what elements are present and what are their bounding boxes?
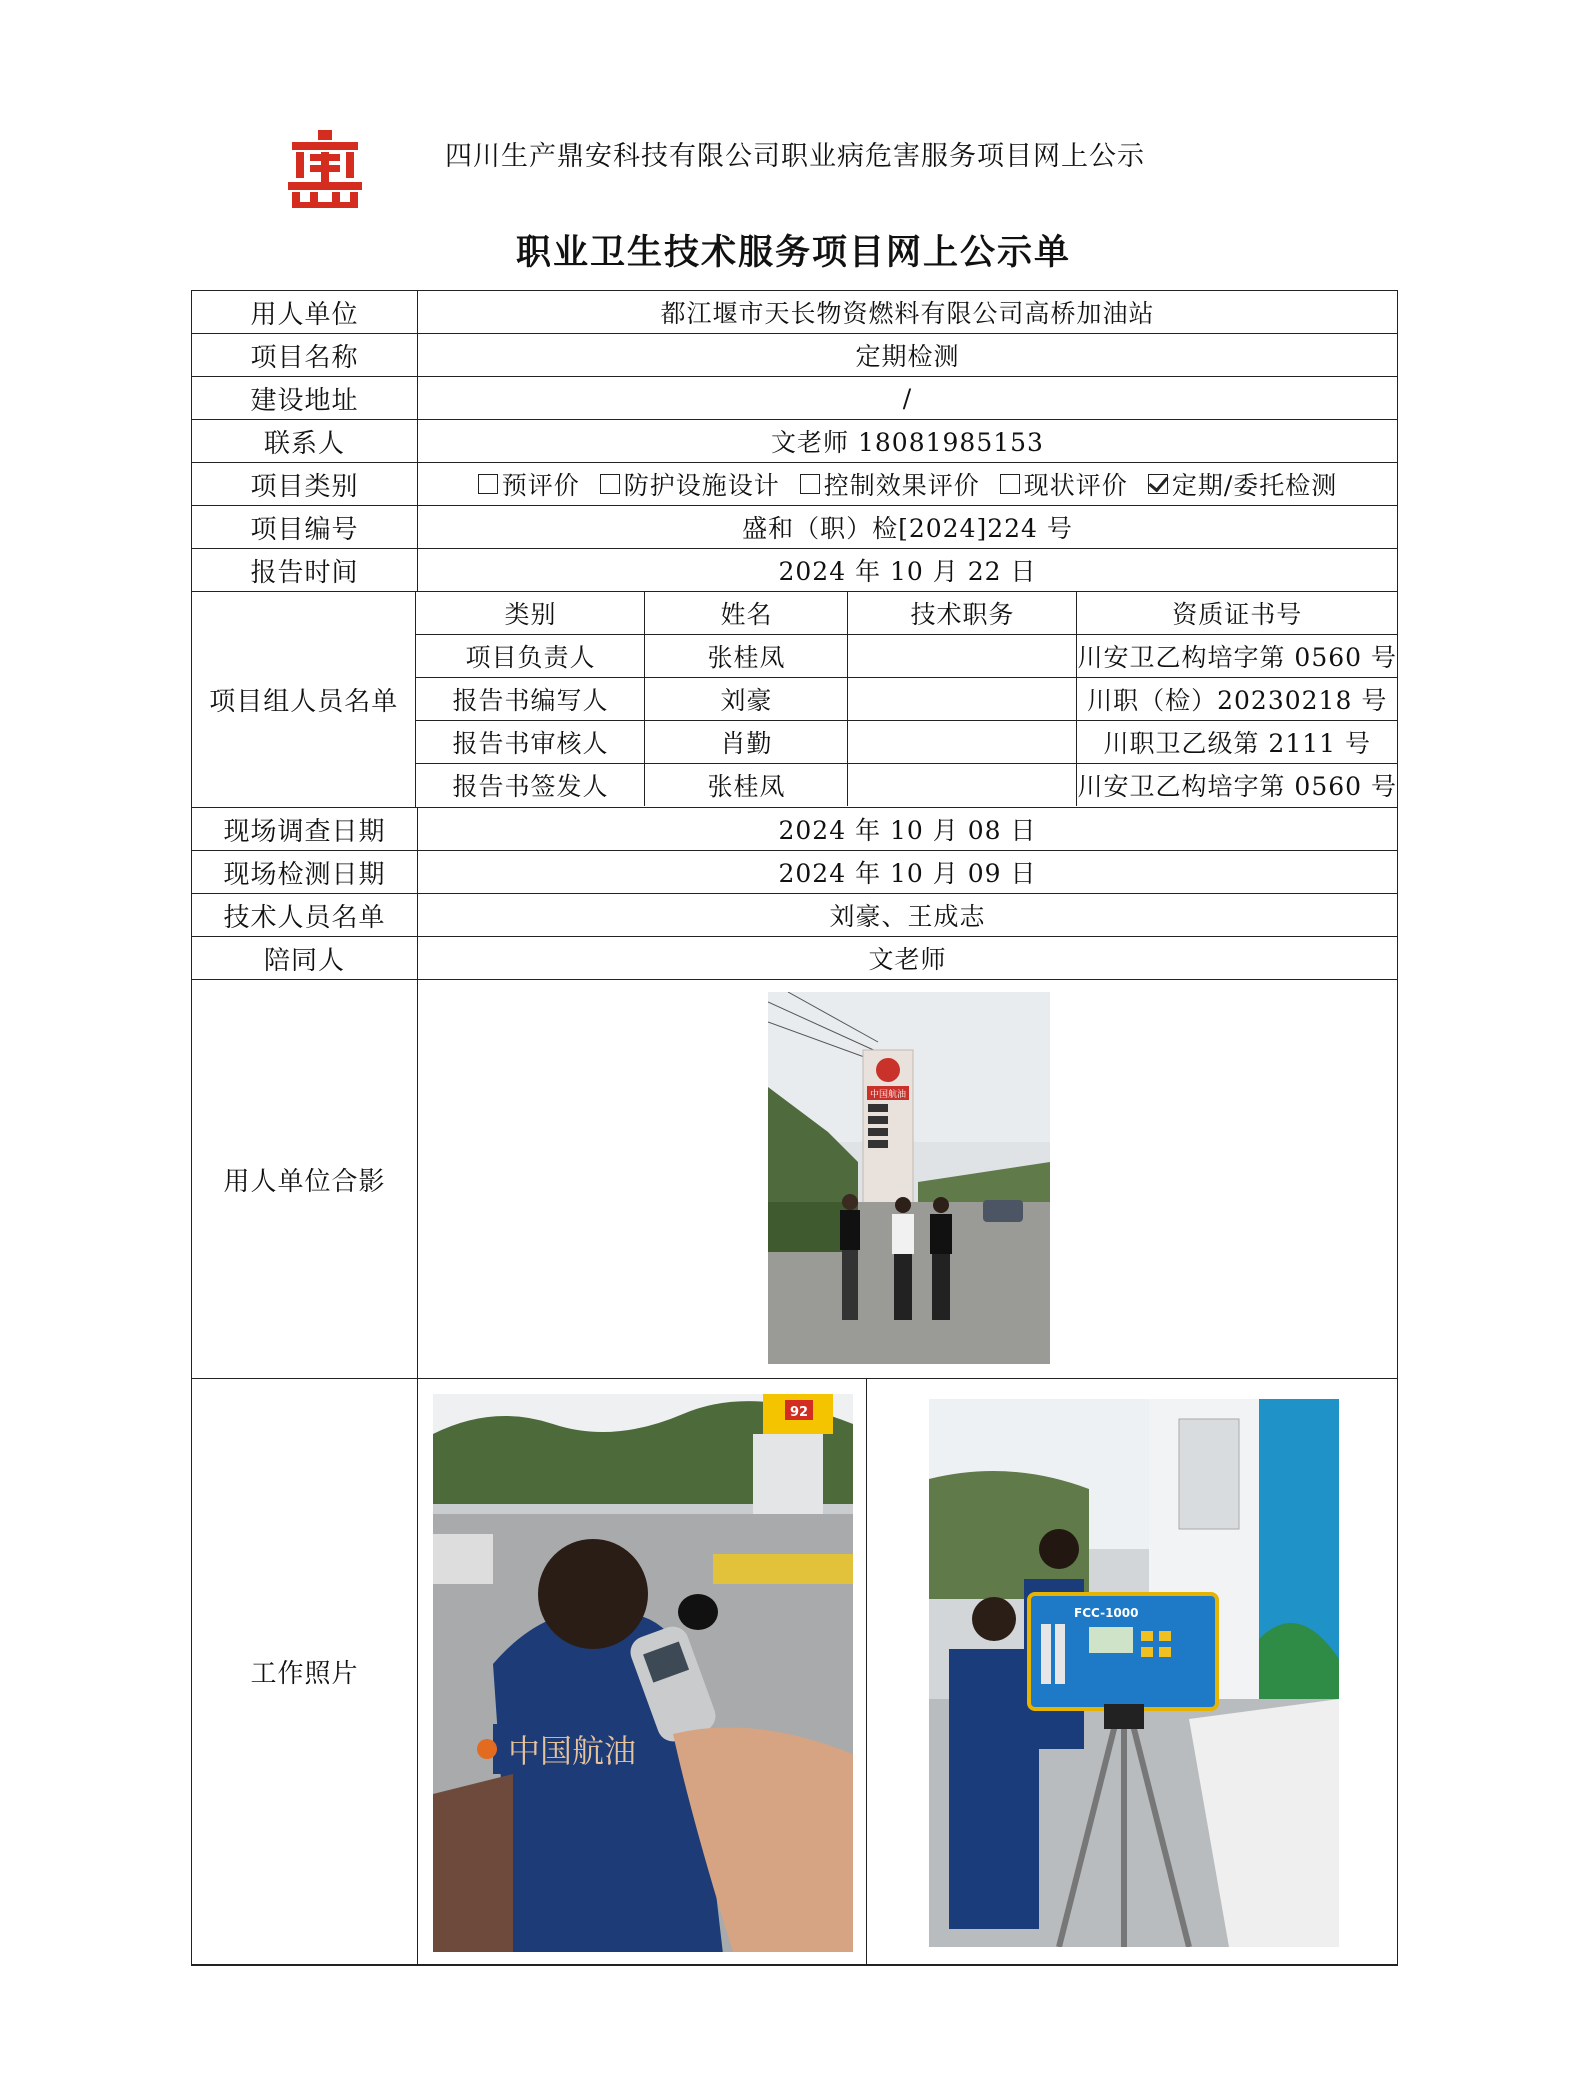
technicians-row	[192, 894, 1397, 937]
project-no-value: 盛和（职）检[2024]224 号	[742, 514, 1073, 543]
table-row	[416, 678, 1397, 721]
checkbox-icon	[800, 474, 820, 494]
address-label: 建设地址	[192, 377, 418, 419]
category-option-periodic-test[interactable]	[1148, 466, 1337, 502]
survey-date-row	[192, 808, 1397, 851]
category-options	[418, 463, 1397, 505]
category-option-protection-design[interactable]	[600, 466, 780, 502]
option-label: 定期/委托检测	[1171, 471, 1338, 500]
technicians-value: 刘豪、王成志	[829, 902, 986, 931]
project-no-label: 项目编号	[192, 506, 418, 548]
team-cert: 川安卫乙构培字第 0560 号	[1077, 643, 1397, 672]
work-photo-cell	[418, 1379, 1397, 1964]
team-role: 项目负责人	[416, 635, 645, 677]
project-no-row	[192, 506, 1397, 549]
team-header: 类别	[416, 592, 645, 634]
table-row	[416, 721, 1397, 764]
report-time-label: 报告时间	[192, 549, 418, 591]
work-photo-label: 工作照片	[192, 1379, 418, 1964]
group-photo-cell	[418, 980, 1397, 1378]
team-cert: 川职（检）20230218 号	[1087, 686, 1388, 715]
table-row	[416, 635, 1397, 678]
team-name: 刘豪	[645, 678, 848, 720]
team-role: 报告书审核人	[416, 721, 645, 763]
group-photo-label: 用人单位合影	[192, 980, 418, 1378]
test-date-label: 现场检测日期	[192, 851, 418, 893]
project-name-row	[192, 334, 1397, 377]
address-value: /	[902, 383, 913, 413]
work-photo-right-cell	[867, 1379, 1397, 1964]
work-photo-left-cell	[418, 1379, 867, 1964]
work-photo-2-device-text: FCC-1000	[1074, 1606, 1139, 1620]
category-option-pre-eval[interactable]	[478, 466, 580, 502]
team-header: 姓名	[645, 592, 848, 634]
survey-date-label: 现场调查日期	[192, 808, 418, 850]
report-time-row	[192, 549, 1397, 592]
team-title	[848, 721, 1077, 763]
technicians-label: 技术人员名单	[192, 894, 418, 936]
employer-value: 都江堰市天长物资燃料有限公司高桥加油站	[660, 299, 1155, 328]
team-role: 报告书编写人	[416, 678, 645, 720]
team-name: 张桂凤	[645, 635, 848, 677]
group-photo-sign-text: 中国航油	[869, 1090, 907, 1100]
team-table	[416, 592, 1397, 807]
category-option-status-eval[interactable]	[1000, 466, 1128, 502]
option-label: 现状评价	[1023, 471, 1128, 500]
employer-row	[192, 291, 1397, 334]
contact-label: 联系人	[192, 420, 418, 462]
team-name: 肖勤	[645, 721, 848, 763]
escort-label: 陪同人	[192, 937, 418, 979]
team-cert: 川安卫乙构培字第 0560 号	[1077, 772, 1397, 801]
project-name-value: 定期检测	[855, 342, 960, 371]
document-title: 职业卫生技术服务项目网上公示单	[515, 233, 1071, 273]
group-photo-row	[192, 980, 1397, 1379]
option-label: 预评价	[501, 471, 580, 500]
checkbox-icon	[600, 474, 620, 494]
checkbox-checked-icon	[1148, 474, 1168, 494]
option-label: 控制效果评价	[823, 471, 980, 500]
team-title	[848, 764, 1077, 806]
report-time-value: 2024 年 10 月 22 日	[778, 557, 1037, 586]
work-photo-air-sampler	[929, 1399, 1339, 1947]
company-line: 四川生产鼎安科技有限公司职业病危害服务项目网上公示	[445, 141, 1145, 172]
survey-date-value: 2024 年 10 月 08 日	[778, 816, 1037, 845]
employer-label: 用人单位	[192, 291, 418, 333]
work-photo-1-uniform-text: 中国航油	[508, 1732, 637, 1770]
team-title	[848, 678, 1077, 720]
category-row	[192, 463, 1397, 506]
work-photo-row	[192, 1379, 1397, 1965]
sheng-seal-logo-icon	[288, 130, 362, 208]
work-photo-1-pump-text: 92	[789, 1405, 809, 1420]
team-label: 项目组人员名单	[192, 592, 416, 807]
test-date-value: 2024 年 10 月 09 日	[778, 859, 1037, 888]
checkbox-icon	[1000, 474, 1020, 494]
contact-row	[192, 420, 1397, 463]
table-row	[416, 764, 1397, 806]
project-name-label: 项目名称	[192, 334, 418, 376]
contact-value: 文老师 18081985153	[771, 428, 1044, 457]
test-date-row	[192, 851, 1397, 894]
option-label: 防护设施设计	[623, 471, 780, 500]
team-header: 资质证书号	[1172, 600, 1303, 629]
team-cert: 川职卫乙级第 2111 号	[1103, 729, 1371, 758]
team-name: 张桂凤	[645, 764, 848, 806]
team-role: 报告书签发人	[416, 764, 645, 806]
checkbox-icon	[478, 474, 498, 494]
team-title	[848, 635, 1077, 677]
team-header-row	[416, 592, 1397, 635]
team-header: 技术职务	[848, 592, 1077, 634]
category-option-control-eval[interactable]	[800, 466, 980, 502]
team-section	[192, 592, 1397, 808]
notice-form	[191, 290, 1398, 1966]
page-header	[190, 122, 1397, 212]
escort-row	[192, 937, 1397, 980]
address-row	[192, 377, 1397, 420]
group-photo	[768, 992, 1050, 1364]
escort-value: 文老师	[868, 945, 947, 974]
work-photo-noise-meter	[433, 1394, 853, 1952]
category-label: 项目类别	[192, 463, 418, 505]
